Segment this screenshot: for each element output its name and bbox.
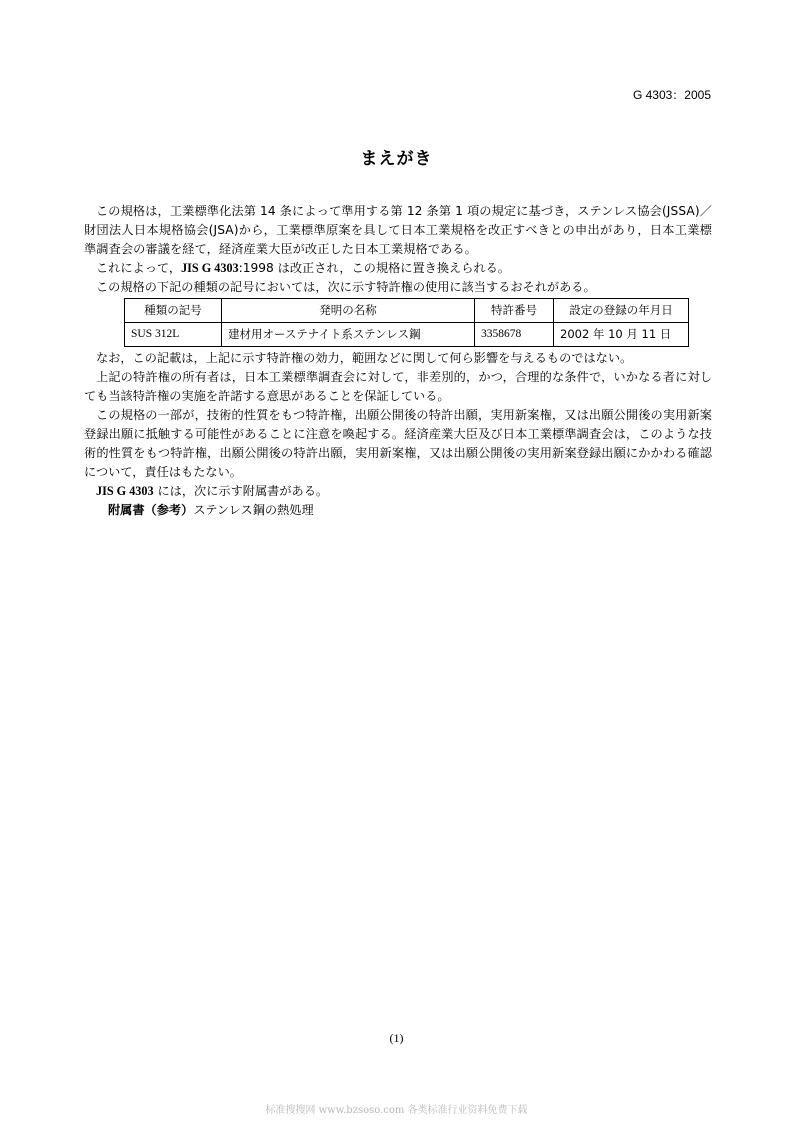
paragraph-2-pre: これによって，: [96, 261, 182, 275]
paragraph-7-code: JIS G 4303: [96, 484, 154, 498]
patent-table-cell-patent-no: 3358678: [475, 323, 554, 347]
paragraph-2: [84, 259, 712, 278]
annex-label: 附属書（参考）: [108, 503, 194, 517]
paragraph-7: [84, 482, 712, 501]
patent-table-header-date: 設定の登録の年月日: [554, 299, 689, 323]
watermark-text: 标准搜搜网 www.bzsoso.com 各类标准行业资料免费下载: [265, 1105, 528, 1116]
page-number: (1): [389, 1031, 404, 1045]
annex-line: [84, 501, 712, 520]
paragraph-2-post: :1998 は改正され，この規格に置き換えられる。: [238, 261, 510, 275]
patent-table-cell-date: 2002 年 10 月 11 日: [554, 323, 689, 347]
paragraph-6: この規格の一部が，技術的性質をもつ特許権，出願公開後の特許出願，実用新案権，又は出願公開後の実用新案登録出願に抵触する可能性があることに注意を喚起する。経済産業大臣及び日本工業標準調査会は，このような技術的性質をもつ特許権，出願公開後の特許出願，実用新案権，又は出願公開後の実用新案登録出願にかかわる確認について，責任はもたない。: [84, 408, 712, 479]
paragraph-5: 上記の特許権の所有者は，日本工業標準調査会に対して，非差別的，かつ，合理的な条件で，いかなる者に対しても当該特許権の実施を許諾する意思があることを保証している。: [84, 370, 712, 403]
patent-table-header-row: [125, 299, 689, 323]
paragraph-7-post: には，次に示す附属書がある。: [153, 484, 329, 498]
patent-table-cell-symbol: SUS 312L: [125, 323, 222, 347]
patent-table: [124, 298, 689, 347]
paragraph-1: この規格は，工業標準化法第 14 条によって準用する第 12 条第 1 項の規定に基づき，ステンレス協会(JSSA)／財団法人日本規格協会(JSA)から，工業標準原案を具して日本工業規格を改正すべきとの申出があり，日本工業標準調査会の審議を経て，経済産業大臣が改正した日本工業規格である。: [84, 204, 712, 256]
table-row: [125, 323, 689, 347]
patent-table-header-symbol: 種類の記号: [125, 299, 222, 323]
annex-title: ステンレス鋼の熱処理: [193, 503, 314, 517]
paragraph-4: なお，この記載は，上記に示す特許権の効力，範囲などに関して何ら影響を与えるものではない。: [96, 351, 633, 365]
paragraph-2-code: JIS G 4303: [181, 261, 239, 275]
foreword-body: [84, 202, 712, 520]
patent-table-cell-invention: 建材用オーステナイト系ステンレス鋼: [222, 323, 475, 347]
document-code: G 4303：2005: [632, 88, 711, 102]
paragraph-3: この規格の下記の種類の記号においては，次に示す特許権の使用に該当するおそれがある。: [96, 280, 596, 294]
page-title: まえがき: [360, 149, 433, 169]
patent-table-header-patent-no: 特許番号: [475, 299, 554, 323]
patent-table-header-invention: 発明の名称: [222, 299, 475, 323]
